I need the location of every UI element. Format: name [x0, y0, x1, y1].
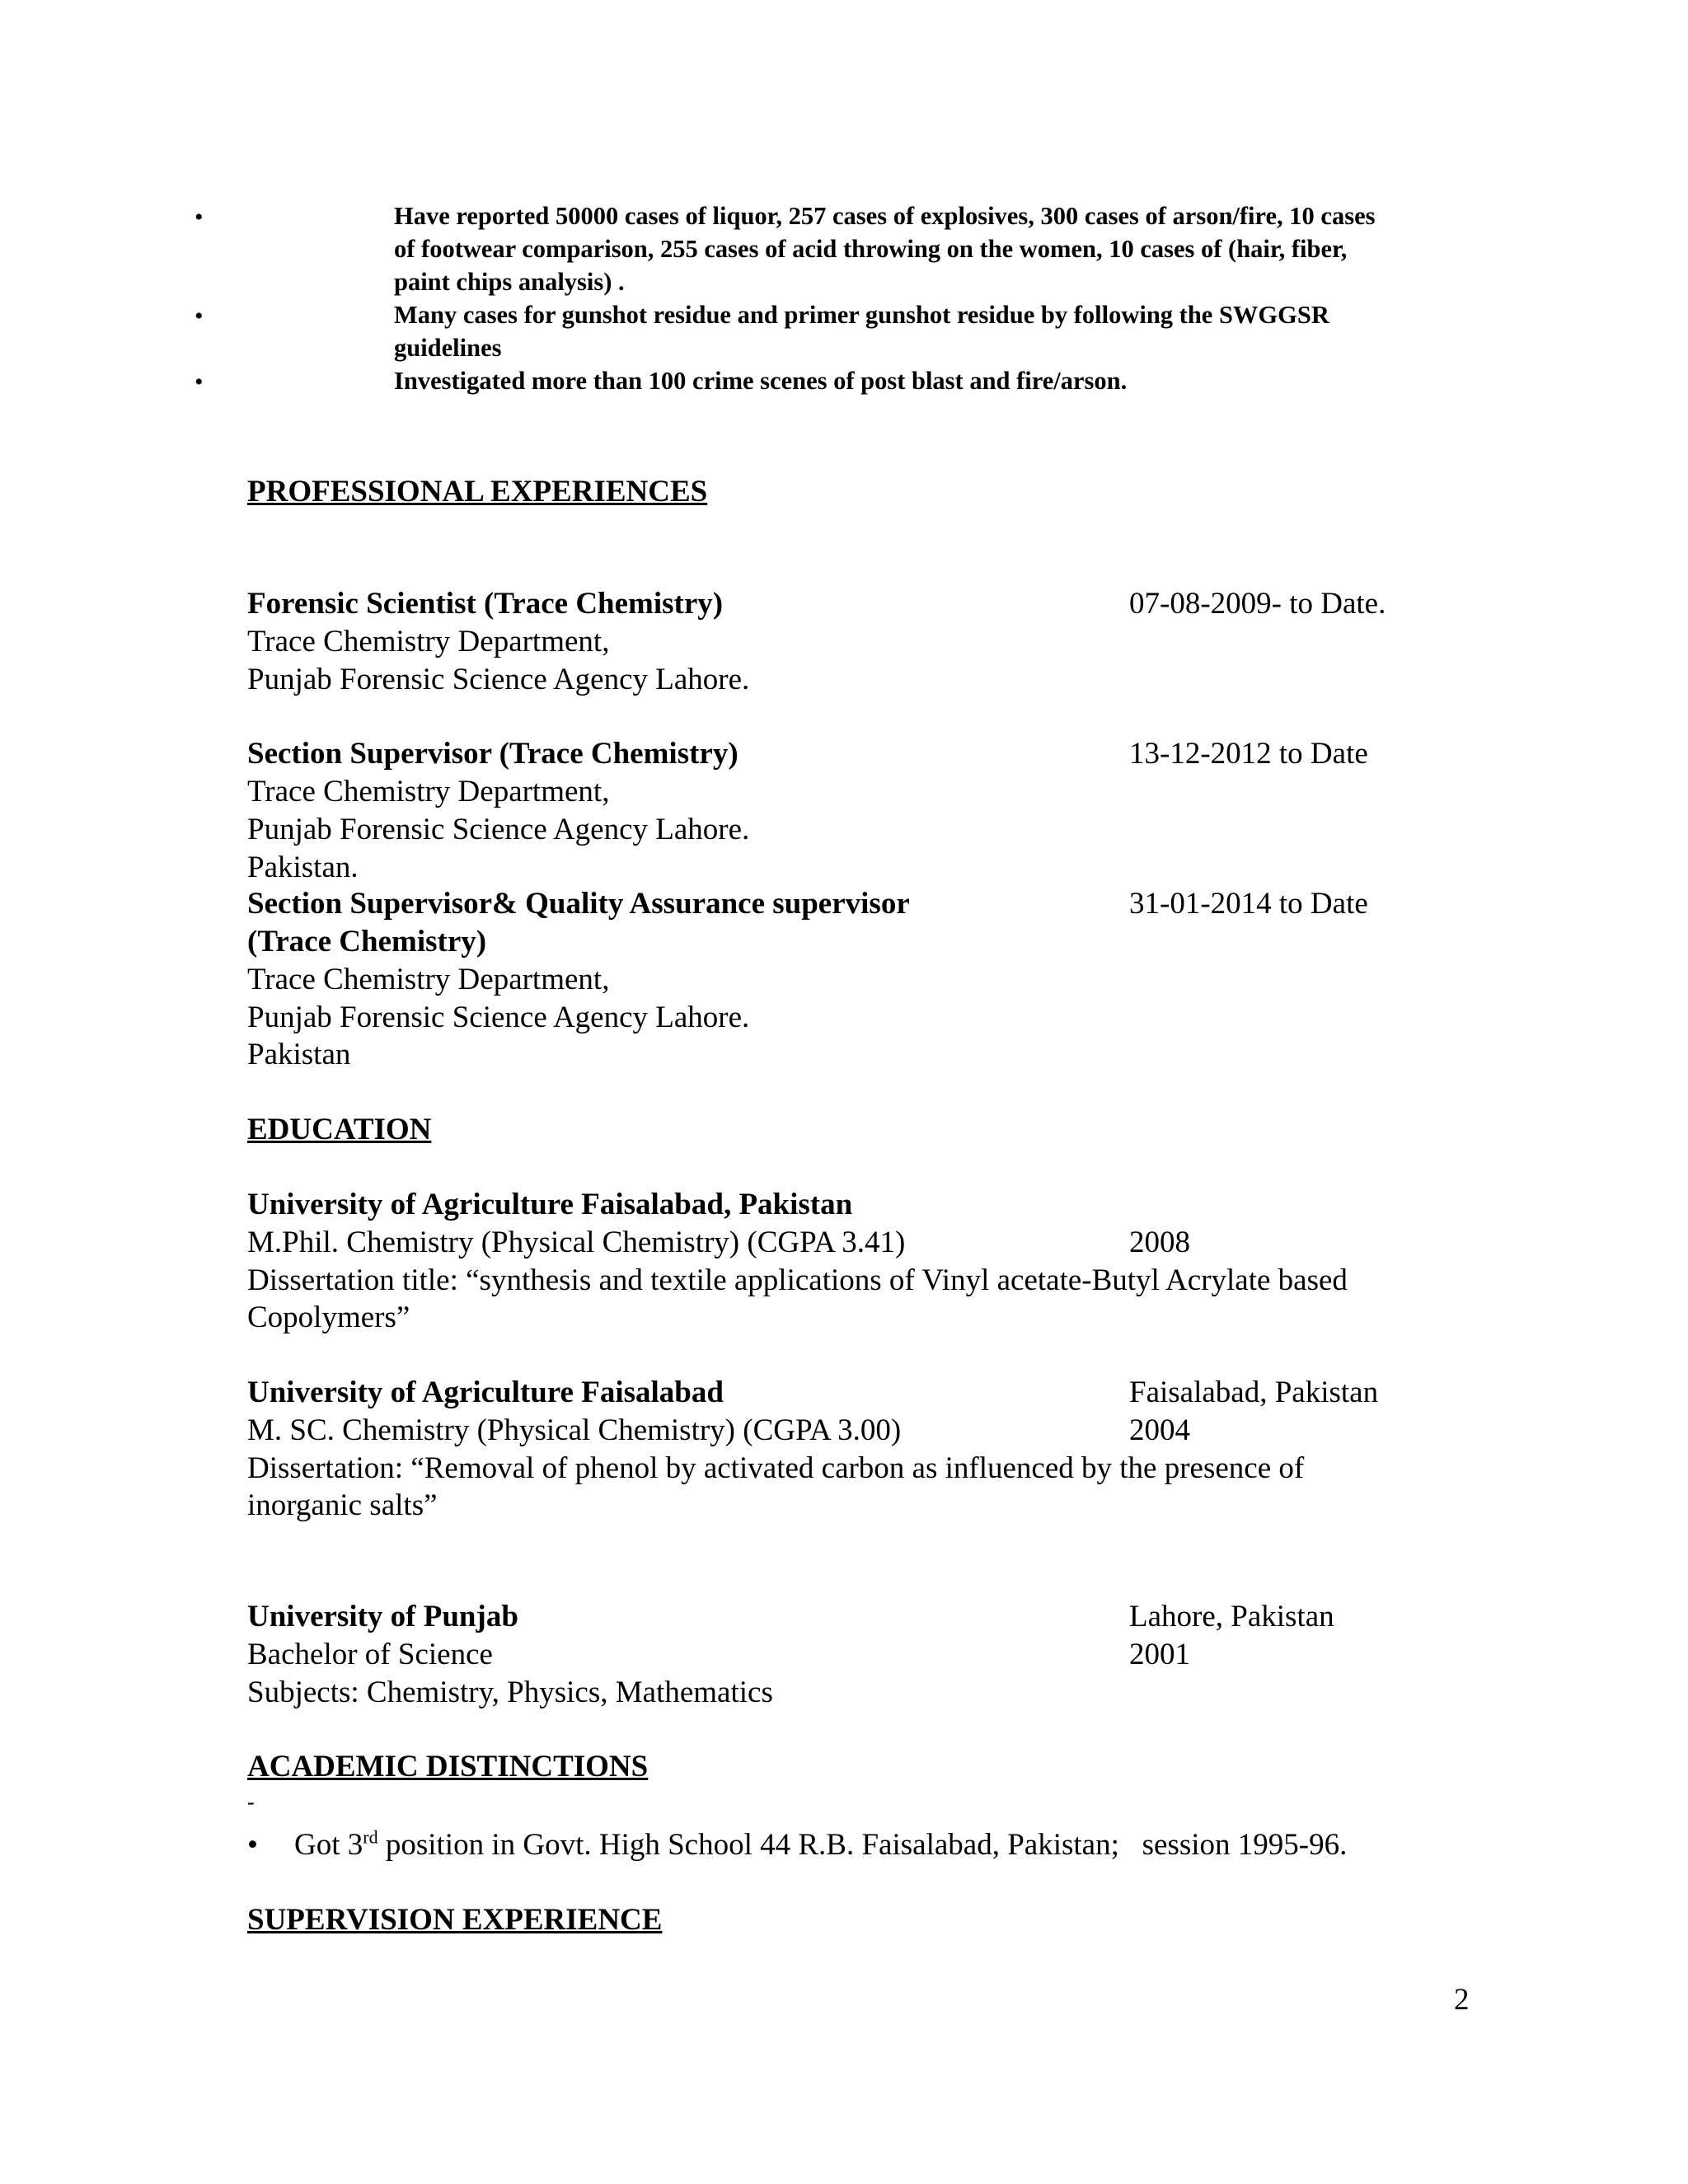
- job-detail: Trace Chemistry Department,: [247, 775, 610, 808]
- job-detail: Punjab Forensic Science Agency Lahore.: [247, 813, 750, 846]
- supervision-heading: SUPERVISION EXPERIENCE: [247, 1903, 663, 1937]
- distinctions-heading: ACADEMIC DISTINCTIONS: [247, 1750, 649, 1783]
- education-year: 2004: [1129, 1413, 1190, 1447]
- job-detail: Punjab Forensic Science Agency Lahore.: [247, 663, 750, 696]
- education-year: 2001: [1129, 1638, 1190, 1671]
- education-institution: University of Agriculture Faisalabad, Pakistan: [247, 1188, 853, 1221]
- job-title: Forensic Scientist (Trace Chemistry): [247, 587, 724, 621]
- education-dissertation: inorganic salts”: [247, 1488, 438, 1522]
- education-institution: University of Punjab: [247, 1600, 518, 1633]
- education-location: Faisalabad, Pakistan: [1129, 1376, 1379, 1409]
- education-heading: EDUCATION: [247, 1113, 432, 1146]
- bullet-icon: •: [195, 368, 204, 396]
- education-degree: M.Phil. Chemistry (Physical Chemistry) (CGPA 3.41): [247, 1226, 906, 1259]
- job-title: Section Supervisor& Quality Assurance supervisor: [247, 887, 910, 921]
- job-detail: Pakistan: [247, 1038, 351, 1071]
- dash-mark: -: [247, 1790, 255, 1814]
- job-detail: Trace Chemistry Department,: [247, 963, 610, 996]
- education-dissertation: Dissertation: “Removal of phenol by activated carbon as influenced by the presence of: [247, 1451, 1305, 1485]
- job-title: (Trace Chemistry): [247, 925, 487, 958]
- education-dissertation: Dissertation title: “synthesis and textile applications of Vinyl acetate-Butyl Acrylate based: [247, 1263, 1348, 1297]
- bullet-icon: •: [195, 302, 204, 330]
- education-degree: M. SC. Chemistry (Physical Chemistry) (CGPA 3.00): [247, 1413, 902, 1447]
- summary-bullet-text: Investigated more than 100 crime scenes of post blast and fire/arson.: [394, 367, 1128, 395]
- education-location: Lahore, Pakistan: [1129, 1600, 1334, 1633]
- professional-heading: PROFESSIONAL EXPERIENCES: [247, 475, 708, 509]
- job-detail: Pakistan.: [247, 851, 359, 884]
- bullet-icon: •: [195, 204, 204, 231]
- education-dissertation: Copolymers”: [247, 1301, 410, 1334]
- education-year: 2008: [1129, 1226, 1190, 1259]
- job-detail: Trace Chemistry Department,: [247, 625, 610, 658]
- page-number: 2: [1454, 1983, 1470, 2017]
- education-institution: University of Agriculture Faisalabad: [247, 1376, 724, 1409]
- job-title: Section Supervisor (Trace Chemistry): [247, 737, 738, 771]
- bullet-icon: •: [247, 1828, 258, 1862]
- summary-bullet-text: Many cases for gunshot residue and primer gunshot residue by following the SWGGSR guidelines: [394, 301, 1329, 362]
- education-subjects: Subjects: Chemistry, Physics, Mathematics: [247, 1675, 773, 1709]
- summary-bullet-text: Have reported 50000 cases of liquor, 257 cases of explosives, 300 cases of arson/fire, 10 cases of footwear comparison, 255 cases of acid throwing on the women, 10 cases of (hair, fiber, paint chips analysis) .: [394, 202, 1376, 296]
- job-dates: 13-12-2012 to Date: [1129, 737, 1368, 771]
- job-detail: Punjab Forensic Science Agency Lahore.: [247, 1001, 750, 1034]
- job-dates: 31-01-2014 to Date: [1129, 887, 1368, 921]
- job-dates: 07-08-2009- to Date.: [1129, 587, 1386, 621]
- education-degree: Bachelor of Science: [247, 1638, 493, 1671]
- distinction-item: Got 3rd position in Govt. High School 44 R.B. Faisalabad, Pakistan; session 1995-96.: [294, 1826, 1348, 1862]
